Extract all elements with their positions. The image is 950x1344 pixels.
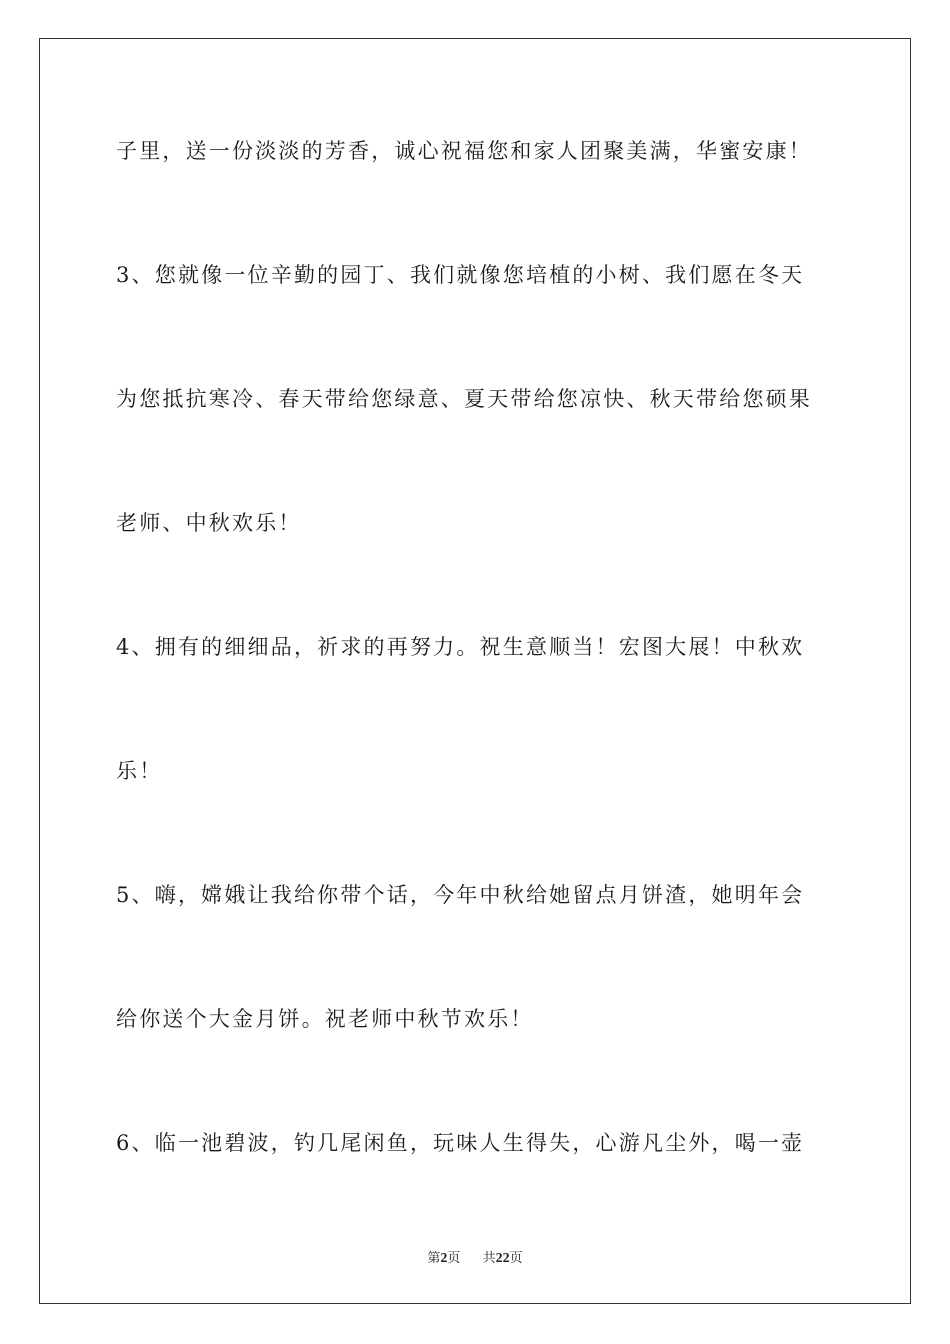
total-pages: 22 [495,1251,510,1266]
text-line-1: 子里，送一份淡淡的芳香，诚心祝福您和家人团聚美满，华蜜安康！ [116,139,812,163]
page-suffix: 页 [447,1251,461,1266]
total-prefix: 共 [482,1251,496,1266]
text-line-8: 给你送个大金月饼。祝老师中秋节欢乐！ [116,1007,534,1031]
total-suffix: 页 [509,1251,523,1266]
text-line-2: 3、您就像一位辛勤的园丁、我们就像您培植的小树、我们愿在冬天 [116,263,805,287]
page-number: 2 [440,1251,448,1266]
text-line-3: 为您抵抗寒冷、春天带给您绿意、夏天带给您凉快、秋天带给您硕果 [116,387,812,411]
page-prefix: 第 [427,1251,441,1266]
page-footer [0,1247,950,1267]
text-line-7: 5、嗨，嫦娥让我给你带个话，今年中秋给她留点月饼渣，她明年会 [116,883,805,907]
text-line-4: 老师、中秋欢乐！ [116,511,302,535]
page-border [39,38,911,1304]
text-line-9: 6、临一池碧波，钓几尾闲鱼，玩味人生得失，心游凡尘外，喝一壶 [116,1131,805,1155]
text-line-5: 4、拥有的细细品，祈求的再努力。祝生意顺当！宏图大展！中秋欢 [116,635,805,659]
text-line-6: 乐！ [116,759,163,783]
